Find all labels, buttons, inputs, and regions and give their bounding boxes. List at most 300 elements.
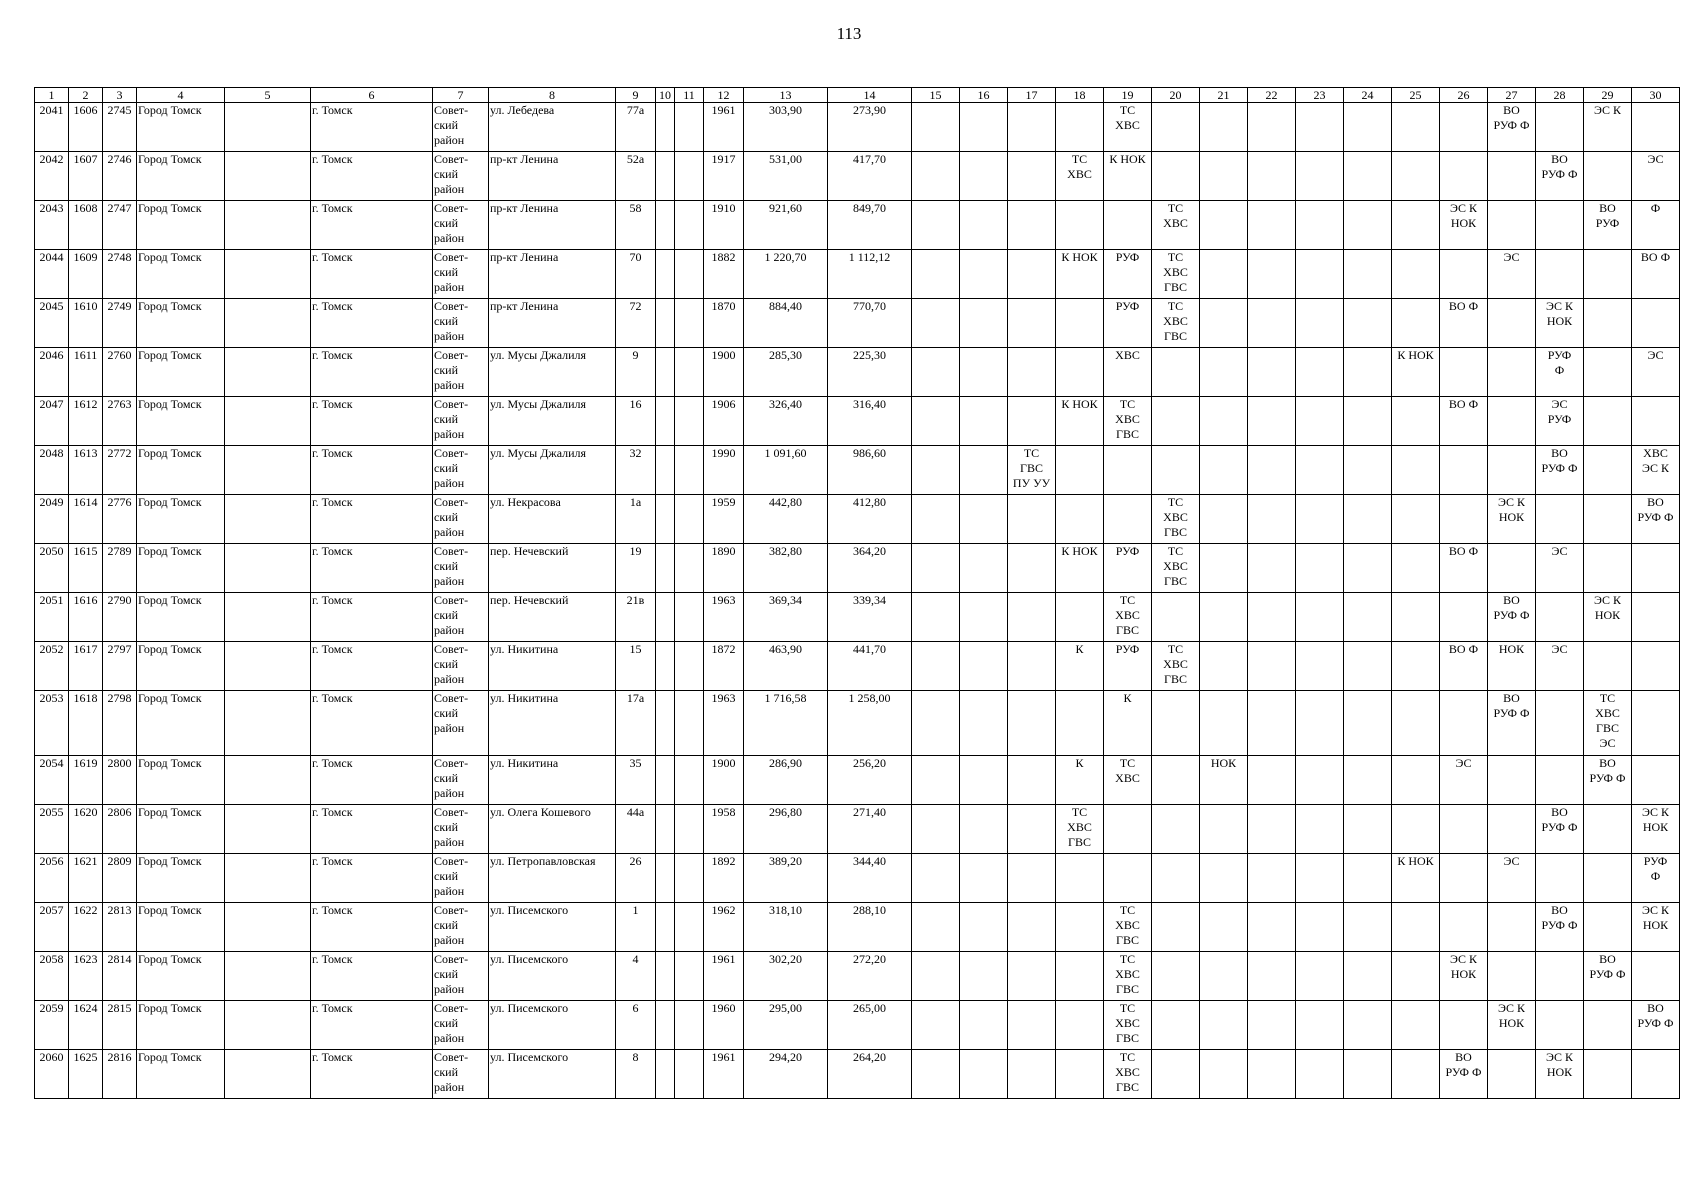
cell-col-20: ТС ХВС ГВС xyxy=(1152,544,1200,593)
cell-col-27: ВО РУФ Ф xyxy=(1488,103,1536,152)
cell-col-27: ЭС xyxy=(1488,250,1536,299)
cell-col-30: ЭС xyxy=(1632,348,1680,397)
cell-col-26 xyxy=(1440,348,1488,397)
cell-col-25: К НОК xyxy=(1392,348,1440,397)
cell-col-7: Совет- ский район xyxy=(433,593,489,642)
cell-col-5 xyxy=(225,756,311,805)
cell-col-16 xyxy=(960,103,1008,152)
cell-col-8: пер. Нечевский xyxy=(489,544,616,593)
cell-col-9: 26 xyxy=(616,854,656,903)
cell-col-27 xyxy=(1488,397,1536,446)
cell-col-2: 1613 xyxy=(69,446,103,495)
cell-col-20: ТС ХВС ГВС xyxy=(1152,642,1200,691)
cell-col-12: 1963 xyxy=(704,691,744,756)
cell-col-11 xyxy=(675,952,704,1001)
cell-col-18 xyxy=(1056,495,1104,544)
cell-col-25 xyxy=(1392,250,1440,299)
cell-col-21 xyxy=(1200,805,1248,854)
cell-col-13: 442,80 xyxy=(744,495,828,544)
cell-col-8: ул. Писемского xyxy=(489,1001,616,1050)
cell-col-15 xyxy=(912,152,960,201)
cell-col-5 xyxy=(225,642,311,691)
cell-col-26: ВО Ф xyxy=(1440,544,1488,593)
cell-col-10 xyxy=(656,805,675,854)
cell-col-26 xyxy=(1440,805,1488,854)
cell-col-20 xyxy=(1152,756,1200,805)
cell-col-4: Город Томск xyxy=(137,103,225,152)
cell-col-22 xyxy=(1248,103,1296,152)
cell-col-8: ул. Никитина xyxy=(489,642,616,691)
cell-col-26: ВО РУФ Ф xyxy=(1440,1050,1488,1099)
cell-col-25 xyxy=(1392,544,1440,593)
cell-col-27 xyxy=(1488,544,1536,593)
cell-col-17 xyxy=(1008,495,1056,544)
cell-col-7: Совет- ский район xyxy=(433,1001,489,1050)
cell-col-12: 1890 xyxy=(704,544,744,593)
cell-col-23 xyxy=(1296,593,1344,642)
cell-col-13: 389,20 xyxy=(744,854,828,903)
cell-col-23 xyxy=(1296,805,1344,854)
cell-col-8: ул. Олега Кошевого xyxy=(489,805,616,854)
cell-col-27: ЭС К НОК xyxy=(1488,1001,1536,1050)
cell-col-24 xyxy=(1344,201,1392,250)
cell-col-15 xyxy=(912,446,960,495)
cell-col-9: 17а xyxy=(616,691,656,756)
column-header-22: 22 xyxy=(1248,88,1296,103)
cell-col-7: Совет- ский район xyxy=(433,446,489,495)
cell-col-25 xyxy=(1392,691,1440,756)
cell-col-10 xyxy=(656,854,675,903)
cell-col-16 xyxy=(960,952,1008,1001)
cell-col-20 xyxy=(1152,691,1200,756)
cell-col-25 xyxy=(1392,642,1440,691)
table-row xyxy=(35,201,1680,250)
cell-col-16 xyxy=(960,691,1008,756)
cell-col-8: ул. Мусы Джалиля xyxy=(489,348,616,397)
cell-col-13: 1 220,70 xyxy=(744,250,828,299)
cell-col-23 xyxy=(1296,299,1344,348)
cell-col-30 xyxy=(1632,642,1680,691)
cell-col-27: ЭС xyxy=(1488,854,1536,903)
cell-col-15 xyxy=(912,1001,960,1050)
cell-col-8: пр-кт Ленина xyxy=(489,201,616,250)
cell-col-16 xyxy=(960,642,1008,691)
cell-col-9: 1а xyxy=(616,495,656,544)
cell-col-6: г. Томск xyxy=(311,544,433,593)
cell-col-29 xyxy=(1584,642,1632,691)
cell-col-13: 318,10 xyxy=(744,903,828,952)
cell-col-3: 2772 xyxy=(103,446,137,495)
cell-col-3: 2790 xyxy=(103,593,137,642)
cell-col-21 xyxy=(1200,348,1248,397)
cell-col-24 xyxy=(1344,1050,1392,1099)
cell-col-7: Совет- ский район xyxy=(433,854,489,903)
cell-col-5 xyxy=(225,1050,311,1099)
cell-col-16 xyxy=(960,397,1008,446)
cell-col-10 xyxy=(656,544,675,593)
page-number: 113 xyxy=(836,24,862,43)
cell-col-1: 2058 xyxy=(35,952,69,1001)
cell-col-24 xyxy=(1344,103,1392,152)
cell-col-3: 2809 xyxy=(103,854,137,903)
cell-col-4: Город Томск xyxy=(137,952,225,1001)
cell-col-2: 1621 xyxy=(69,854,103,903)
cell-col-1: 2057 xyxy=(35,903,69,952)
cell-col-11 xyxy=(675,446,704,495)
cell-col-16 xyxy=(960,299,1008,348)
cell-col-23 xyxy=(1296,446,1344,495)
column-header-26: 26 xyxy=(1440,88,1488,103)
cell-col-2: 1623 xyxy=(69,952,103,1001)
cell-col-14: 272,20 xyxy=(828,952,912,1001)
cell-col-25 xyxy=(1392,1001,1440,1050)
cell-col-26: ВО Ф xyxy=(1440,642,1488,691)
cell-col-14: 849,70 xyxy=(828,201,912,250)
cell-col-12: 1961 xyxy=(704,103,744,152)
cell-col-2: 1610 xyxy=(69,299,103,348)
cell-col-3: 2746 xyxy=(103,152,137,201)
cell-col-10 xyxy=(656,691,675,756)
cell-col-18 xyxy=(1056,1001,1104,1050)
cell-col-9: 21в xyxy=(616,593,656,642)
cell-col-4: Город Томск xyxy=(137,250,225,299)
cell-col-4: Город Томск xyxy=(137,1050,225,1099)
cell-col-1: 2047 xyxy=(35,397,69,446)
cell-col-5 xyxy=(225,1001,311,1050)
cell-col-8: ул. Писемского xyxy=(489,952,616,1001)
cell-col-22 xyxy=(1248,805,1296,854)
cell-col-9: 44а xyxy=(616,805,656,854)
cell-col-9: 19 xyxy=(616,544,656,593)
cell-col-13: 369,34 xyxy=(744,593,828,642)
table-row xyxy=(35,397,1680,446)
cell-col-29 xyxy=(1584,250,1632,299)
cell-col-26 xyxy=(1440,854,1488,903)
cell-col-19 xyxy=(1104,201,1152,250)
cell-col-28 xyxy=(1536,1001,1584,1050)
cell-col-1: 2046 xyxy=(35,348,69,397)
column-header-9: 9 xyxy=(616,88,656,103)
cell-col-23 xyxy=(1296,152,1344,201)
cell-col-22 xyxy=(1248,397,1296,446)
cell-col-24 xyxy=(1344,1001,1392,1050)
cell-col-25 xyxy=(1392,593,1440,642)
cell-col-3: 2763 xyxy=(103,397,137,446)
cell-col-26 xyxy=(1440,1001,1488,1050)
cell-col-21 xyxy=(1200,446,1248,495)
cell-col-14: 364,20 xyxy=(828,544,912,593)
cell-col-6: г. Томск xyxy=(311,201,433,250)
cell-col-15 xyxy=(912,544,960,593)
cell-col-13: 884,40 xyxy=(744,299,828,348)
cell-col-29 xyxy=(1584,495,1632,544)
cell-col-5 xyxy=(225,854,311,903)
cell-col-28: РУФ Ф xyxy=(1536,348,1584,397)
cell-col-27 xyxy=(1488,446,1536,495)
column-header-11: 11 xyxy=(675,88,704,103)
cell-col-12: 1958 xyxy=(704,805,744,854)
column-header-17: 17 xyxy=(1008,88,1056,103)
cell-col-30 xyxy=(1632,299,1680,348)
cell-col-12: 1959 xyxy=(704,495,744,544)
cell-col-13: 295,00 xyxy=(744,1001,828,1050)
cell-col-19: ТС ХВС ГВС xyxy=(1104,1001,1152,1050)
cell-col-3: 2789 xyxy=(103,544,137,593)
cell-col-14: 441,70 xyxy=(828,642,912,691)
cell-col-18: К НОК xyxy=(1056,250,1104,299)
cell-col-1: 2051 xyxy=(35,593,69,642)
cell-col-13: 302,20 xyxy=(744,952,828,1001)
cell-col-26 xyxy=(1440,103,1488,152)
cell-col-1: 2055 xyxy=(35,805,69,854)
cell-col-11 xyxy=(675,691,704,756)
cell-col-24 xyxy=(1344,593,1392,642)
cell-col-11 xyxy=(675,544,704,593)
cell-col-17 xyxy=(1008,152,1056,201)
cell-col-27 xyxy=(1488,201,1536,250)
cell-col-6: г. Томск xyxy=(311,397,433,446)
cell-col-22 xyxy=(1248,1050,1296,1099)
cell-col-19 xyxy=(1104,495,1152,544)
cell-col-9: 70 xyxy=(616,250,656,299)
cell-col-29: ВО РУФ xyxy=(1584,201,1632,250)
cell-col-28: ВО РУФ Ф xyxy=(1536,805,1584,854)
cell-col-1: 2048 xyxy=(35,446,69,495)
cell-col-11 xyxy=(675,756,704,805)
cell-col-27: НОК xyxy=(1488,642,1536,691)
cell-col-20: ТС ХВС xyxy=(1152,201,1200,250)
table-body xyxy=(35,103,1680,1099)
cell-col-16 xyxy=(960,756,1008,805)
cell-col-16 xyxy=(960,854,1008,903)
cell-col-15 xyxy=(912,903,960,952)
cell-col-10 xyxy=(656,103,675,152)
cell-col-7: Совет- ский район xyxy=(433,756,489,805)
cell-col-1: 2060 xyxy=(35,1050,69,1099)
cell-col-22 xyxy=(1248,952,1296,1001)
cell-col-21 xyxy=(1200,593,1248,642)
cell-col-24 xyxy=(1344,397,1392,446)
cell-col-13: 286,90 xyxy=(744,756,828,805)
cell-col-10 xyxy=(656,952,675,1001)
cell-col-25 xyxy=(1392,903,1440,952)
cell-col-16 xyxy=(960,152,1008,201)
cell-col-11 xyxy=(675,201,704,250)
cell-col-24 xyxy=(1344,756,1392,805)
cell-col-30: ВО РУФ Ф xyxy=(1632,1001,1680,1050)
cell-col-8: ул. Мусы Джалиля xyxy=(489,397,616,446)
cell-col-9: 72 xyxy=(616,299,656,348)
cell-col-23 xyxy=(1296,1050,1344,1099)
column-header-18: 18 xyxy=(1056,88,1104,103)
cell-col-30: ЭС xyxy=(1632,152,1680,201)
cell-col-15 xyxy=(912,348,960,397)
cell-col-25 xyxy=(1392,152,1440,201)
cell-col-25 xyxy=(1392,495,1440,544)
cell-col-27 xyxy=(1488,903,1536,952)
cell-col-14: 1 112,12 xyxy=(828,250,912,299)
cell-col-14: 417,70 xyxy=(828,152,912,201)
cell-col-26 xyxy=(1440,250,1488,299)
cell-col-10 xyxy=(656,495,675,544)
cell-col-9: 1 xyxy=(616,903,656,952)
cell-col-25 xyxy=(1392,299,1440,348)
cell-col-3: 2749 xyxy=(103,299,137,348)
cell-col-6: г. Томск xyxy=(311,854,433,903)
cell-col-6: г. Томск xyxy=(311,1001,433,1050)
cell-col-1: 2042 xyxy=(35,152,69,201)
cell-col-26: ВО Ф xyxy=(1440,397,1488,446)
cell-col-12: 1892 xyxy=(704,854,744,903)
cell-col-19: К НОК xyxy=(1104,152,1152,201)
cell-col-11 xyxy=(675,348,704,397)
cell-col-22 xyxy=(1248,201,1296,250)
cell-col-18 xyxy=(1056,299,1104,348)
cell-col-9: 8 xyxy=(616,1050,656,1099)
cell-col-28: ВО РУФ Ф xyxy=(1536,903,1584,952)
cell-col-23 xyxy=(1296,201,1344,250)
cell-col-13: 326,40 xyxy=(744,397,828,446)
cell-col-19 xyxy=(1104,805,1152,854)
cell-col-5 xyxy=(225,691,311,756)
column-header-15: 15 xyxy=(912,88,960,103)
cell-col-1: 2059 xyxy=(35,1001,69,1050)
cell-col-2: 1608 xyxy=(69,201,103,250)
cell-col-6: г. Томск xyxy=(311,299,433,348)
cell-col-24 xyxy=(1344,250,1392,299)
cell-col-18: К НОК xyxy=(1056,544,1104,593)
cell-col-4: Город Томск xyxy=(137,1001,225,1050)
cell-col-23 xyxy=(1296,854,1344,903)
cell-col-1: 2052 xyxy=(35,642,69,691)
cell-col-25 xyxy=(1392,103,1440,152)
cell-col-20: ТС ХВС ГВС xyxy=(1152,299,1200,348)
cell-col-1: 2043 xyxy=(35,201,69,250)
cell-col-19: РУФ xyxy=(1104,642,1152,691)
cell-col-8: ул. Писемского xyxy=(489,903,616,952)
cell-col-2: 1618 xyxy=(69,691,103,756)
cell-col-7: Совет- ский район xyxy=(433,642,489,691)
cell-col-21 xyxy=(1200,299,1248,348)
cell-col-16 xyxy=(960,348,1008,397)
cell-col-12: 1961 xyxy=(704,1050,744,1099)
cell-col-16 xyxy=(960,495,1008,544)
column-header-13: 13 xyxy=(744,88,828,103)
cell-col-6: г. Томск xyxy=(311,446,433,495)
cell-col-28 xyxy=(1536,250,1584,299)
cell-col-2: 1614 xyxy=(69,495,103,544)
cell-col-24 xyxy=(1344,952,1392,1001)
cell-col-15 xyxy=(912,854,960,903)
cell-col-9: 4 xyxy=(616,952,656,1001)
cell-col-6: г. Томск xyxy=(311,152,433,201)
cell-col-29 xyxy=(1584,805,1632,854)
cell-col-30: РУФ Ф xyxy=(1632,854,1680,903)
cell-col-3: 2813 xyxy=(103,903,137,952)
cell-col-3: 2745 xyxy=(103,103,137,152)
cell-col-22 xyxy=(1248,756,1296,805)
cell-col-22 xyxy=(1248,691,1296,756)
cell-col-28: ЭС К НОК xyxy=(1536,299,1584,348)
cell-col-16 xyxy=(960,1001,1008,1050)
column-header-12: 12 xyxy=(704,88,744,103)
cell-col-14: 256,20 xyxy=(828,756,912,805)
cell-col-21 xyxy=(1200,397,1248,446)
cell-col-3: 2815 xyxy=(103,1001,137,1050)
cell-col-28: ВО РУФ Ф xyxy=(1536,446,1584,495)
cell-col-21 xyxy=(1200,250,1248,299)
cell-col-8: пр-кт Ленина xyxy=(489,152,616,201)
cell-col-10 xyxy=(656,1001,675,1050)
cell-col-4: Город Томск xyxy=(137,299,225,348)
cell-col-18 xyxy=(1056,1050,1104,1099)
cell-col-11 xyxy=(675,299,704,348)
cell-col-7: Совет- ский район xyxy=(433,1050,489,1099)
cell-col-1: 2056 xyxy=(35,854,69,903)
cell-col-29 xyxy=(1584,903,1632,952)
cell-col-26: ЭС К НОК xyxy=(1440,952,1488,1001)
column-header-5: 5 xyxy=(225,88,311,103)
table-row xyxy=(35,250,1680,299)
cell-col-24 xyxy=(1344,495,1392,544)
cell-col-14: 225,30 xyxy=(828,348,912,397)
cell-col-21 xyxy=(1200,691,1248,756)
cell-col-21 xyxy=(1200,495,1248,544)
cell-col-25 xyxy=(1392,805,1440,854)
cell-col-13: 382,80 xyxy=(744,544,828,593)
cell-col-28: ВО РУФ Ф xyxy=(1536,152,1584,201)
cell-col-11 xyxy=(675,593,704,642)
cell-col-9: 58 xyxy=(616,201,656,250)
cell-col-4: Город Томск xyxy=(137,593,225,642)
cell-col-17 xyxy=(1008,201,1056,250)
cell-col-2: 1619 xyxy=(69,756,103,805)
column-header-28: 28 xyxy=(1536,88,1584,103)
cell-col-7: Совет- ский район xyxy=(433,903,489,952)
cell-col-7: Совет- ский район xyxy=(433,201,489,250)
cell-col-15 xyxy=(912,593,960,642)
cell-col-30 xyxy=(1632,103,1680,152)
cell-col-12: 1963 xyxy=(704,593,744,642)
column-header-27: 27 xyxy=(1488,88,1536,103)
cell-col-11 xyxy=(675,642,704,691)
cell-col-18: К НОК xyxy=(1056,397,1104,446)
cell-col-6: г. Томск xyxy=(311,250,433,299)
cell-col-14: 1 258,00 xyxy=(828,691,912,756)
cell-col-20 xyxy=(1152,952,1200,1001)
cell-col-28 xyxy=(1536,952,1584,1001)
cell-col-28 xyxy=(1536,495,1584,544)
cell-col-4: Город Томск xyxy=(137,495,225,544)
cell-col-9: 52а xyxy=(616,152,656,201)
cell-col-17 xyxy=(1008,691,1056,756)
cell-col-19: ХВС xyxy=(1104,348,1152,397)
cell-col-19: К xyxy=(1104,691,1152,756)
cell-col-19 xyxy=(1104,854,1152,903)
cell-col-17 xyxy=(1008,756,1056,805)
cell-col-15 xyxy=(912,642,960,691)
cell-col-8: ул. Лебедева xyxy=(489,103,616,152)
cell-col-20 xyxy=(1152,593,1200,642)
cell-col-8: ул. Писемского xyxy=(489,1050,616,1099)
cell-col-2: 1615 xyxy=(69,544,103,593)
table-row xyxy=(35,299,1680,348)
cell-col-22 xyxy=(1248,1001,1296,1050)
cell-col-5 xyxy=(225,201,311,250)
cell-col-7: Совет- ский район xyxy=(433,952,489,1001)
table-row xyxy=(35,544,1680,593)
cell-col-13: 463,90 xyxy=(744,642,828,691)
